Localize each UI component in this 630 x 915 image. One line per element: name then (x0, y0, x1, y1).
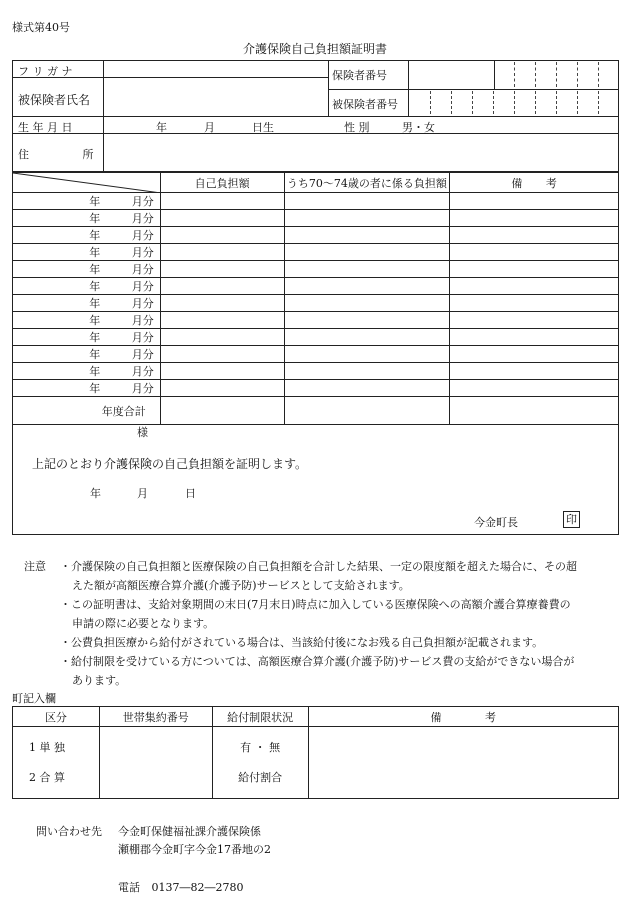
dob-year: 年 (156, 121, 167, 134)
table-header-row (13, 173, 619, 193)
table-row (13, 295, 619, 312)
note-line: えた額が高額医療合算介護(介護予防)サービスとして支給されます。 (72, 579, 410, 592)
cert-day: 日 (185, 487, 196, 500)
page-title: 介護保険自己負担額証明書 (242, 42, 387, 56)
benefit-ratio: 給付割合 (238, 770, 283, 784)
form-number: 様式第40号 (12, 21, 70, 34)
note-line: 申請の際に必要となります。 (72, 617, 215, 630)
insured-number-label: 被保険者番号 (332, 98, 398, 111)
table-row (13, 312, 619, 329)
dob-month: 月 (204, 121, 215, 134)
kubun-cell (13, 727, 100, 799)
issuer-label: 今金町長 (474, 516, 518, 529)
month-label: 年 月分 (13, 210, 161, 227)
contact-label: 問い合わせ先 (36, 825, 102, 838)
table-row (13, 346, 619, 363)
column-header-70-74: うち70〜74歳の者に係る負担額 (284, 173, 450, 193)
table-row (13, 329, 619, 346)
table-row (13, 244, 619, 261)
header-remarks: 備 考 (308, 707, 618, 727)
table-row (13, 380, 619, 397)
monthly-table (12, 172, 619, 425)
month-label: 年 月分 (13, 244, 161, 261)
month-label: 年 月分 (13, 227, 161, 244)
diagonal-header-cell (13, 173, 161, 193)
table-row (13, 363, 619, 380)
certification-box (12, 413, 619, 535)
table-row (13, 261, 619, 278)
note-line: ・公費負担医療から給付がされている場合は、当該給付後になお残る自己負担額が記載されます。 (60, 636, 544, 649)
seal-mark: 印 (563, 511, 580, 528)
month-label: 年 月分 (13, 380, 161, 397)
table-row (13, 210, 619, 227)
total-label: 年度合計 (13, 397, 161, 425)
cert-year: 年 (90, 487, 101, 500)
address-label: 住 所 (18, 148, 94, 161)
furigana-label: フ リ ガ ナ (18, 65, 73, 78)
restriction-cell (212, 727, 308, 799)
column-header-remarks: 備 考 (450, 173, 619, 193)
cert-month: 月 (137, 487, 148, 500)
insurer-number-label: 保険者番号 (332, 69, 387, 82)
contact-dept: 今金町保健福祉課介護保険係 (118, 825, 261, 838)
table-row (13, 278, 619, 295)
month-label: 年 月分 (13, 193, 161, 210)
town-table (12, 706, 619, 799)
dob-label: 生 年 月 日 (18, 121, 73, 134)
sex-value: 男・女 (402, 121, 435, 134)
restriction-yes-no: 有 ・ 無 (240, 740, 281, 754)
column-header-self-pay: 自己負担額 (160, 173, 284, 193)
kubun-single: 1 単 独 (29, 740, 65, 754)
month-label: 年 月分 (13, 363, 161, 380)
notes-label: 注意 (24, 560, 46, 573)
header-household-no: 世帯集約番号 (99, 707, 212, 727)
month-label: 年 月分 (13, 278, 161, 295)
contact-address: 瀬棚郡今金町字今金17番地の2 (118, 843, 271, 856)
month-label: 年 月分 (13, 295, 161, 312)
sex-label: 性 別 (344, 121, 370, 134)
note-line: ・給付制限を受けている方については、高額医療合算介護(介護予防)サービス費の支給ができない場合が (60, 655, 575, 668)
header-kubun: 区分 (13, 707, 100, 727)
header-restriction: 給付制限状況 (212, 707, 308, 727)
sama-label: 様 (137, 426, 148, 439)
certification-statement: 上記のとおり介護保険の自己負担額を証明します。 (32, 457, 308, 471)
month-label: 年 月分 (13, 312, 161, 329)
note-line: ・この証明書は、支給対象期間の末日(7月末日)時点に加入している医療保険への高額介護合算療養費の (60, 598, 571, 611)
month-label: 年 月分 (13, 346, 161, 363)
contact-phone: 電話 0137―82―2780 (118, 881, 244, 894)
insured-name-label: 被保険者氏名 (18, 93, 91, 107)
table-row (13, 227, 619, 244)
month-label: 年 月分 (13, 261, 161, 278)
town-section-title: 町記入欄 (12, 692, 56, 705)
month-label: 年 月分 (13, 329, 161, 346)
note-line: ・介護保険の自己負担額と医療保険の自己負担額を合計した結果、一定の限度額を超えた場合に、その超 (60, 560, 577, 573)
dob-day: 日生 (252, 121, 274, 134)
note-line: あります。 (72, 674, 127, 687)
kubun-combined: 2 合 算 (29, 770, 65, 784)
table-row (13, 193, 619, 210)
diagonal-line (13, 173, 161, 193)
